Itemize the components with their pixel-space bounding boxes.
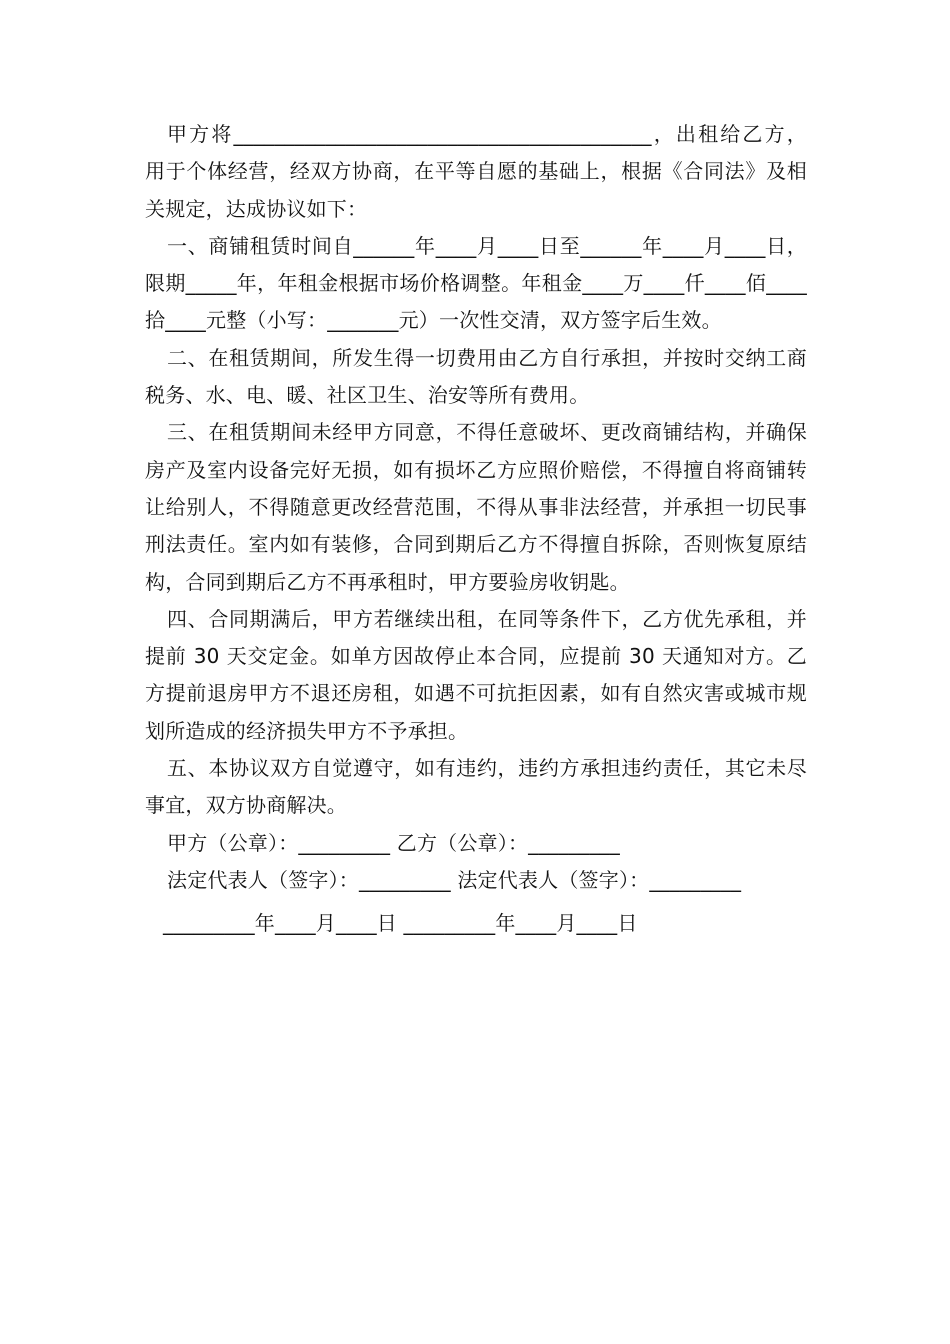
clause-2-fees: 二、在租赁期间，所发生得一切费用由乙方自行承担，并按时交纳工商税务、水、电、暖、社区卫生、治安等所有费用。	[145, 345, 807, 408]
clause-5-compliance: 五、本协议双方自觉遵守，如有违约，违约方承担违约责任，其它未尽事宜，双方协商解决。	[145, 756, 807, 818]
date-line: _________年____月____日 _________年____月____日	[163, 911, 638, 936]
clause-3-obligations: 三、在租赁期间未经甲方同意，不得任意破坏、更改商铺结构，并确保房产及室内设备完好无损，如有损坏乙方应照价赔偿，不得擅自将商铺转让给别人，不得随意更改经营范围，不得从事非法经营，并承担一切民事刑法责任。室内如有装修，合同到期后乙方不得擅自拆除，否则恢复原结构，合同到期后乙方不再承租时，甲方要验房收钥匙。	[145, 420, 807, 594]
contract-body	[145, 116, 807, 943]
clause-1-lease-term: 一、商铺租赁时间自______年____月____日至______年____月____日，限期_____年，年租金根据市场价格调整。年租金____万____仟____佰____拾____元整（小写：_______元）一次性交清，双方签字后生效。	[145, 233, 807, 333]
seal-line: 甲方（公章）：_________ 乙方（公章）：_________	[167, 830, 620, 855]
clause-4-renewal: 四、合同期满后，甲方若继续出租，在同等条件下，乙方优先承租，并提前 30 天交定金。如单方因故停止本合同，应提前 30 天通知对方。乙方提前退房甲方不退还房租，如遇不可抗拒因素，如有自然灾害或城市规划所造成的经济损失甲方不予承担。	[145, 606, 807, 743]
representative-line: 法定代表人（签字）：_________ 法定代表人（签字）：_________	[167, 867, 742, 892]
intro-paragraph: 甲方将_________________________________________，出租给乙方，用于个体经营，经双方协商，在平等自愿的基础上，根据《合同法》及相关规定，达成协议如下：	[145, 122, 807, 221]
